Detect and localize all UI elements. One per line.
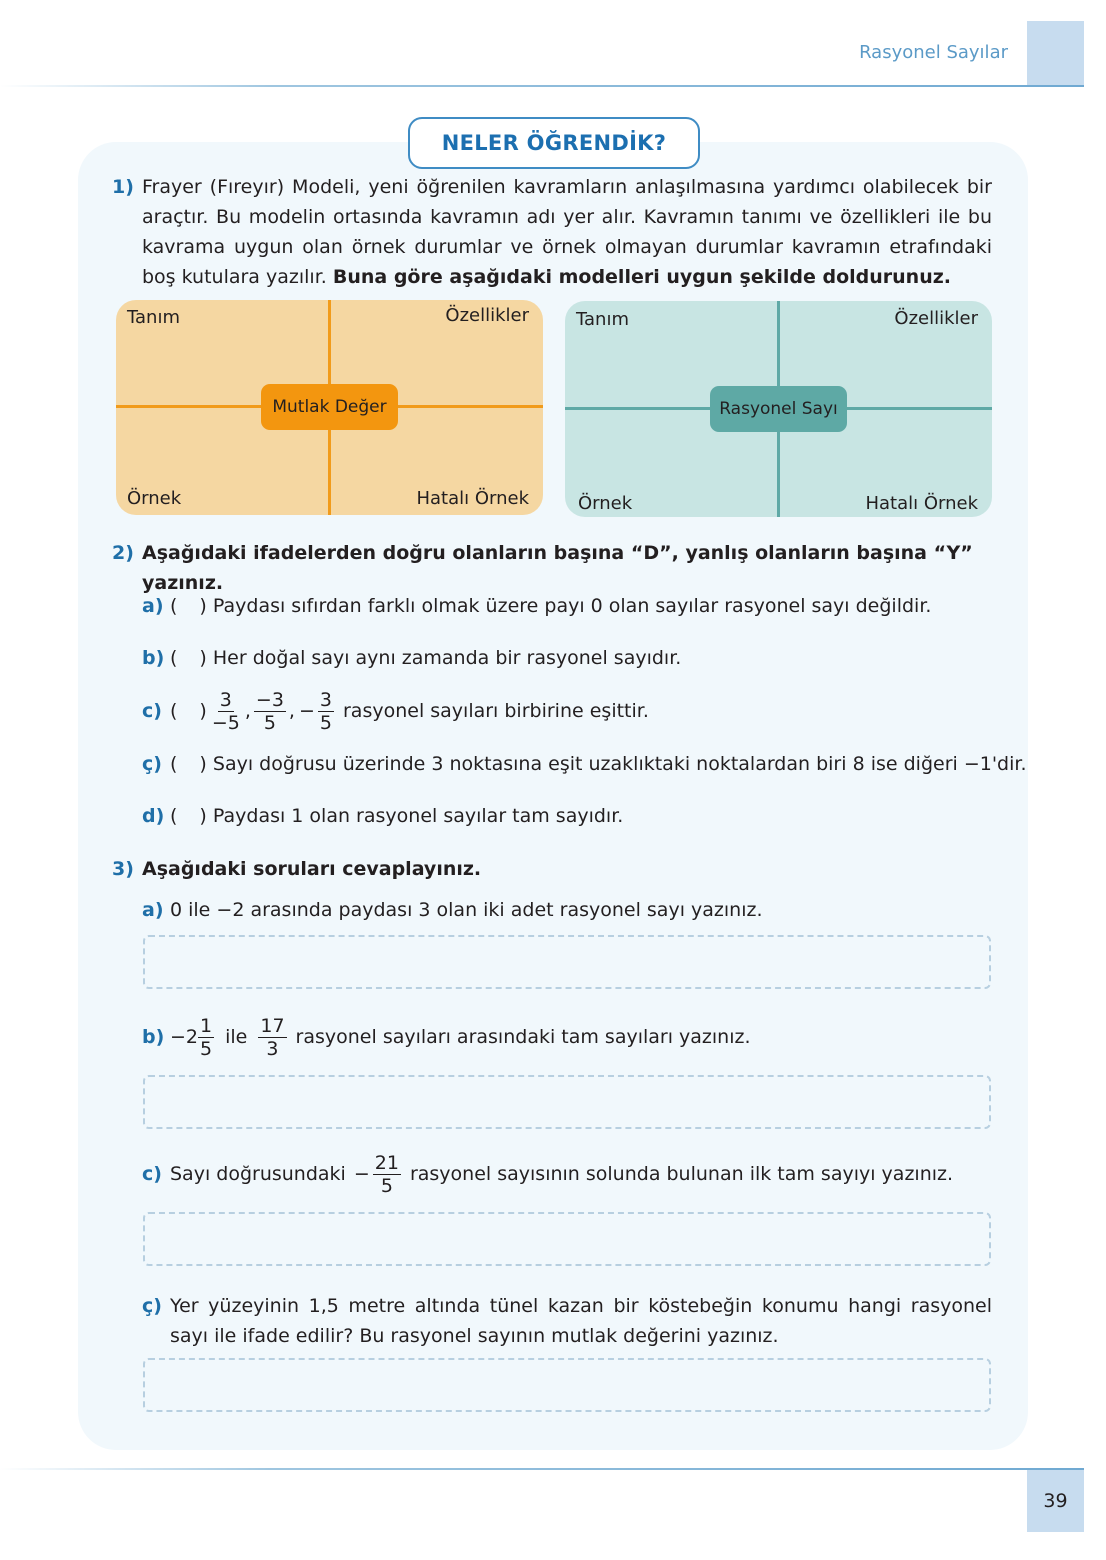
q3-instruction: Aşağıdaki soruları cevaplayınız. bbox=[142, 858, 482, 880]
frayer-label-non-example: Hatalı Örnek bbox=[865, 493, 978, 514]
q1-number: 1) bbox=[112, 176, 134, 198]
q3-number: 3) bbox=[112, 858, 134, 880]
frayer-label-definition: Tanım bbox=[576, 309, 629, 330]
header-rule bbox=[0, 85, 1084, 87]
footer-rule bbox=[0, 1468, 1084, 1470]
q1-instruction: Buna göre aşağıdaki modelleri uygun şekilde doldurunuz. bbox=[332, 266, 951, 288]
q3-item-a: a) 0 ile −2 arasında paydası 3 olan iki adet rasyonel sayı yazınız. bbox=[142, 899, 763, 921]
frayer-concept: Rasyonel Sayı bbox=[719, 399, 838, 419]
header-tab bbox=[1027, 21, 1084, 85]
frayer-model-absolute-value bbox=[116, 300, 543, 515]
answer-box-a[interactable] bbox=[143, 935, 991, 989]
fraction: $\frac{-3}{5}$ bbox=[255, 688, 284, 734]
frayer-concept-pill bbox=[710, 386, 847, 432]
q3-item-b: b) −2 $\frac{1}{5}$ ile $\frac{17}{3}$ rasyonel sayıları arasındaki tam sayıları yazınız. bbox=[142, 1014, 751, 1060]
frayer-label-properties: Özellikler bbox=[445, 305, 529, 326]
frayer-model-rational-number bbox=[565, 301, 992, 517]
fraction: $\frac{21}{5}$ bbox=[374, 1151, 399, 1197]
q2-item-b: b) ( ) Her doğal sayı aynı zamanda bir rasyonel sayıdır. bbox=[142, 647, 682, 669]
fraction: $\frac{3}{5}$ bbox=[319, 688, 332, 734]
answer-box-c[interactable] bbox=[143, 1212, 991, 1266]
q2-item-d: d) ( ) Paydası 1 olan rasyonel sayılar tam sayıdır. bbox=[142, 805, 624, 827]
q3-item-c: c) Sayı doğrusundaki − $\frac{21}{5}$ rasyonel sayısının solunda bulunan ilk tam sayıyı yazınız. bbox=[142, 1151, 954, 1197]
fraction: $\frac{3}{-5}$ bbox=[211, 688, 240, 734]
frayer-label-example: Örnek bbox=[578, 493, 633, 514]
section-title-badge bbox=[408, 117, 700, 169]
frayer-label-properties: Özellikler bbox=[894, 308, 978, 329]
frayer-label-definition: Tanım bbox=[127, 307, 180, 328]
q3-item-cc: Yer yüzeyinin 1,5 metre altında tünel kazan bir köstebeğin konumu hangi rasyonel sayı ile ifade edilir? Bu rasyonel sayının mutlak değerini yazınız. bbox=[170, 1295, 992, 1347]
page-number: 39 bbox=[1027, 1470, 1084, 1532]
q2-item-cc: ç) ( ) Sayı doğrusu üzerinde 3 noktasına eşit uzaklıktaki noktalardan biri 8 ise diğeri −1'dir. bbox=[142, 753, 1027, 775]
answer-box-cc[interactable] bbox=[143, 1358, 991, 1412]
fraction: $\frac{17}{3}$ bbox=[260, 1014, 285, 1060]
q1-text: Frayer (Fıreyır) Modeli, yeni öğrenilen kavramların anlaşılmasına yardımcı olabilecek bir araçtır. Bu modelin ortasında kavramın adı yer alır. Kavramın tanımı ve özellikleri ile bu kavrama uygun olan örnek durumlar ve örnek olmayan durumlar kavramın etrafındaki boş kutulara yazılır. bbox=[142, 176, 992, 288]
frayer-label-non-example: Hatalı Örnek bbox=[416, 488, 529, 509]
frayer-concept-pill bbox=[261, 384, 398, 430]
q3-item-cc-label: ç) bbox=[142, 1295, 162, 1317]
section-title: NELER ÖĞRENDİK? bbox=[441, 131, 667, 155]
frayer-concept: Mutlak Değer bbox=[272, 397, 387, 417]
q2-item-c: c) ( ) $\frac{3}{-5}$ , $\frac{-3}{5}$ , − $\frac{3}{5}$ rasyonel sayıları birbirine eşittir. bbox=[142, 688, 649, 734]
fraction: $\frac{1}{5}$ bbox=[200, 1014, 213, 1060]
header-title: Rasyonel Sayılar bbox=[859, 42, 1008, 63]
frayer-label-example: Örnek bbox=[127, 488, 182, 509]
q2-item-a: a) ( ) Paydası sıfırdan farklı olmak üzere payı 0 olan sayılar rasyonel sayı değildir. bbox=[142, 595, 932, 617]
answer-box-b[interactable] bbox=[143, 1075, 991, 1129]
q2-number: 2) bbox=[112, 542, 134, 564]
q1-paragraph bbox=[142, 172, 992, 292]
q2-instruction: Aşağıdaki ifadelerden doğru olanların başına “D”, yanlış olanların başına “Y” yazınız. bbox=[142, 542, 973, 594]
